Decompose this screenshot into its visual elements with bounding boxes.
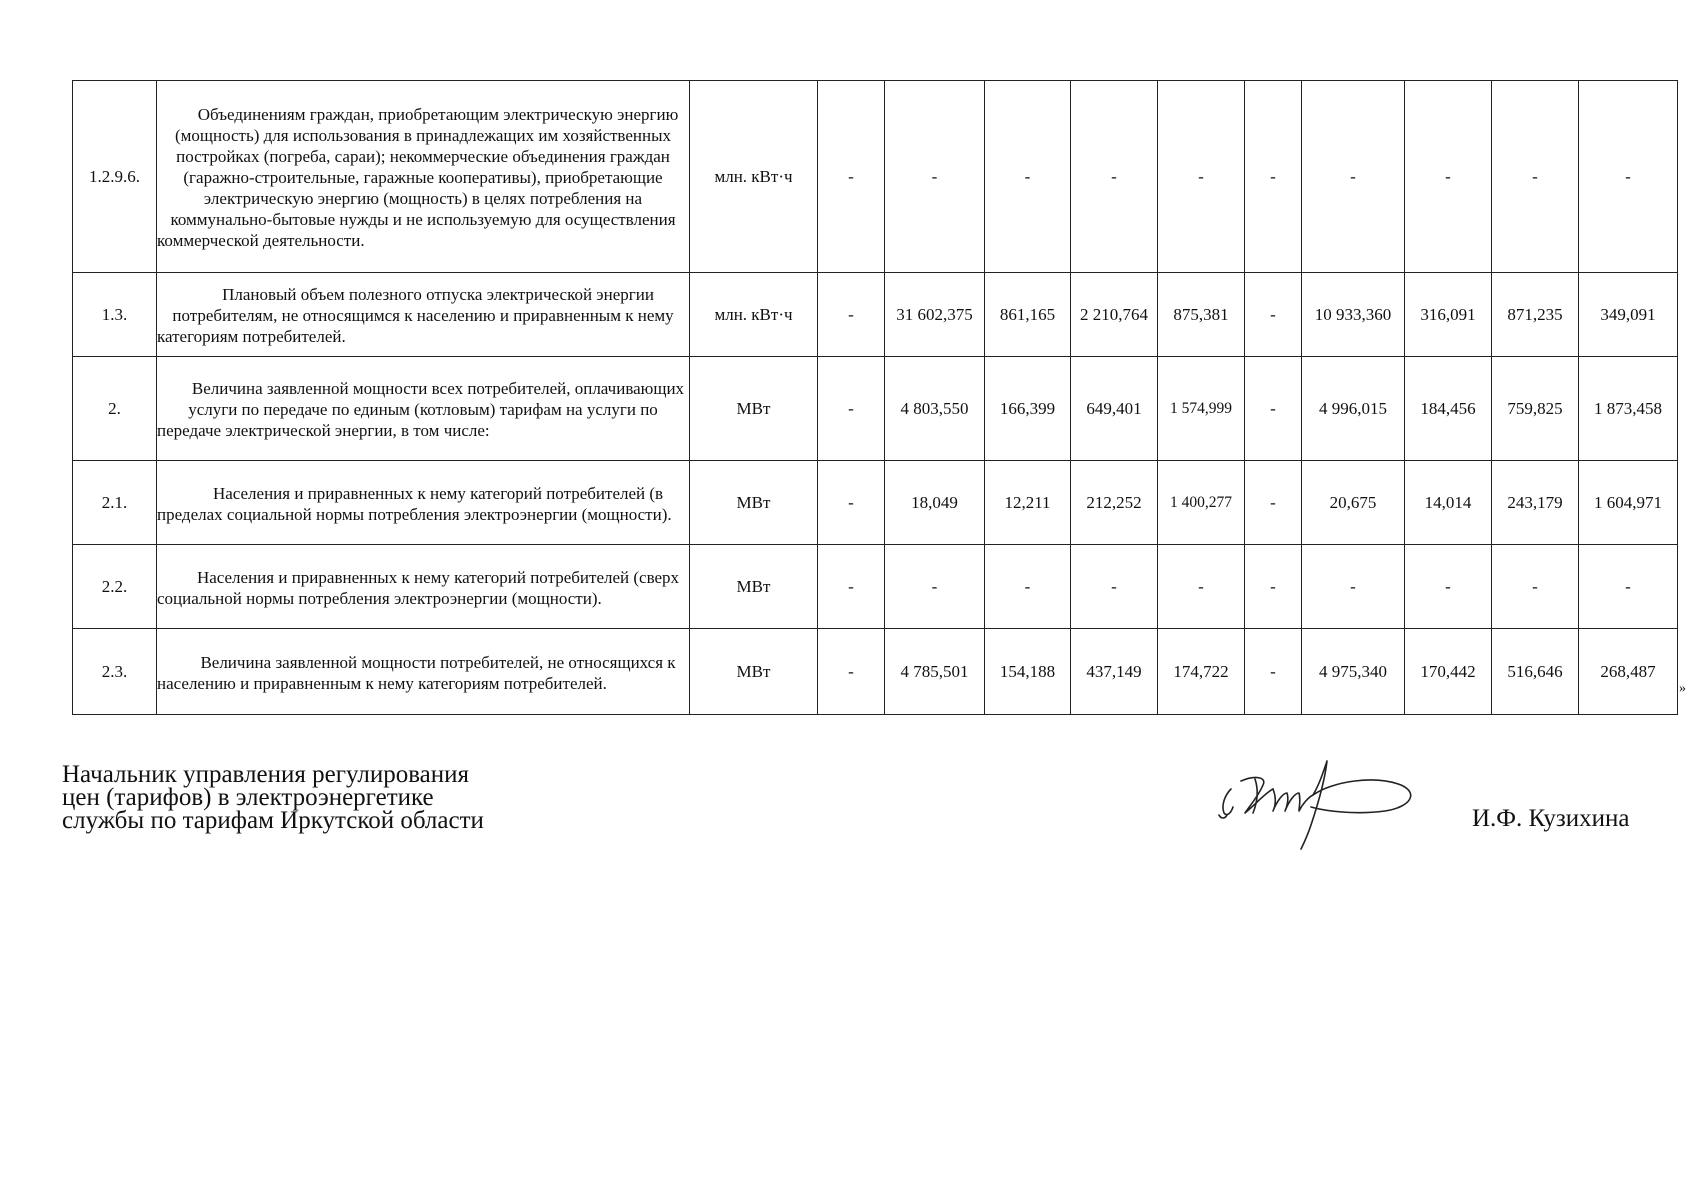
- position-line-1: Начальник управления регулирования: [62, 761, 470, 788]
- row-value-cell: -: [985, 81, 1071, 273]
- row-description-text: Величина заявленной мощности всех потребителей, оплачивающих услуги по передаче по единым (котловым) тарифам на услуги по передаче электрической энергии, в том числе:: [157, 379, 685, 440]
- row-value-cell: -: [818, 545, 885, 629]
- row-unit: МВт: [690, 461, 818, 545]
- tariff-table: [72, 80, 1678, 715]
- row-value-cell: -: [1245, 545, 1302, 629]
- row-value-cell: -: [818, 357, 885, 461]
- row-value-cell: -: [1245, 461, 1302, 545]
- row-value-cell: 20,675: [1302, 461, 1405, 545]
- row-value-cell: 174,722: [1158, 629, 1245, 715]
- position-line-3: службы по тарифам Иркутской области: [62, 807, 484, 834]
- official-position: [62, 763, 484, 832]
- row-description: [157, 629, 690, 715]
- row-description: [157, 81, 690, 273]
- closing-quote-mark: »: [1679, 681, 1686, 696]
- table-row: [73, 545, 1678, 629]
- row-value-cell: 212,252: [1071, 461, 1158, 545]
- row-description-text: Населения и приравненных к нему категорий потребителей (сверх социальной нормы потребления электроэнергии (мощности).: [157, 567, 680, 608]
- table-body: [73, 81, 1678, 715]
- row-unit: МВт: [690, 357, 818, 461]
- row-value-cell: -: [885, 81, 985, 273]
- row-value-cell: 18,049: [885, 461, 985, 545]
- row-value-cell: 4 975,340: [1302, 629, 1405, 715]
- handwritten-signature: [1215, 755, 1415, 851]
- row-value-cell: -: [818, 273, 885, 357]
- row-description: [157, 357, 690, 461]
- row-value-cell: -: [985, 545, 1071, 629]
- row-value-cell: -: [1405, 81, 1492, 273]
- row-description: [157, 545, 690, 629]
- row-unit: млн. кВт·ч: [690, 273, 818, 357]
- row-value-cell: -: [1579, 545, 1678, 629]
- position-line-2: цен (тарифов) в электроэнергетике: [62, 784, 434, 811]
- row-value-cell: -: [1302, 545, 1405, 629]
- row-value-cell: 243,179: [1492, 461, 1579, 545]
- row-value-cell: 1 873,458: [1579, 357, 1678, 461]
- row-description: [157, 461, 690, 545]
- row-value-cell: 875,381: [1158, 273, 1245, 357]
- row-value-cell: 1 574,999: [1158, 357, 1245, 461]
- row-value-cell: -: [1245, 81, 1302, 273]
- row-value-cell: 316,091: [1405, 273, 1492, 357]
- row-value-cell: 871,235: [1492, 273, 1579, 357]
- row-code: 2.1.: [73, 461, 157, 545]
- row-value-cell: 268,487: [1579, 629, 1678, 715]
- row-value-cell: 154,188: [985, 629, 1071, 715]
- row-code: 2.3.: [73, 629, 157, 715]
- row-value-cell: -: [1405, 545, 1492, 629]
- row-value-cell: 10 933,360: [1302, 273, 1405, 357]
- signatory-name: И.Ф. Кузихина: [1472, 805, 1630, 832]
- row-value-cell: -: [1245, 629, 1302, 715]
- row-value-cell: -: [1158, 545, 1245, 629]
- row-value-cell: -: [1245, 273, 1302, 357]
- row-value-cell: 4 803,550: [885, 357, 985, 461]
- row-value-cell: -: [818, 629, 885, 715]
- row-value-cell: 166,399: [985, 357, 1071, 461]
- table-row: [73, 461, 1678, 545]
- row-value-cell: 31 602,375: [885, 273, 985, 357]
- row-value-cell: -: [818, 81, 885, 273]
- row-code: 1.3.: [73, 273, 157, 357]
- table-row: [73, 357, 1678, 461]
- row-value-cell: 861,165: [985, 273, 1071, 357]
- row-value-cell: -: [1492, 545, 1579, 629]
- row-description-text: Объединениям граждан, приобретающим электрическую энергию (мощность) для использования в принадлежащих им хозяйственных постройках (погреба, сараи); некоммерческие объединения граждан (гаражно-строительные, гаражные кооперативы), приобретающие электрическую энергию (мощность) в целях потребления на коммунально-бытовые нужды и не используемую для осуществления коммерческой деятельности.: [157, 105, 679, 250]
- row-code: 2.2.: [73, 545, 157, 629]
- row-code: 2.: [73, 357, 157, 461]
- row-value-cell: -: [1579, 81, 1678, 273]
- row-value-cell: 4 996,015: [1302, 357, 1405, 461]
- row-value-cell: -: [1071, 545, 1158, 629]
- row-value-cell: 759,825: [1492, 357, 1579, 461]
- row-value-cell: -: [818, 461, 885, 545]
- row-description-text: Величина заявленной мощности потребителей, не относящихся к населению и приравненным к нему категориям потребителей.: [157, 652, 676, 693]
- row-value-cell: -: [1158, 81, 1245, 273]
- table-row: [73, 81, 1678, 273]
- row-value-cell: 1 604,971: [1579, 461, 1678, 545]
- row-value-cell: 437,149: [1071, 629, 1158, 715]
- row-description-text: Плановый объем полезного отпуска электрической энергии потребителям, не относящимся к населению и приравненным к нему категориям потребителей.: [157, 285, 674, 346]
- row-value-cell: -: [1071, 81, 1158, 273]
- table-row: [73, 629, 1678, 715]
- row-value-cell: 14,014: [1405, 461, 1492, 545]
- row-value-cell: 649,401: [1071, 357, 1158, 461]
- row-value-cell: -: [1492, 81, 1579, 273]
- row-value-cell: -: [885, 545, 985, 629]
- row-description-text: Населения и приравненных к нему категорий потребителей (в пределах социальной нормы потребления электроэнергии (мощности).: [157, 483, 672, 524]
- row-value-cell: 4 785,501: [885, 629, 985, 715]
- row-value-cell: 349,091: [1579, 273, 1678, 357]
- row-description: [157, 273, 690, 357]
- row-value-cell: 12,211: [985, 461, 1071, 545]
- row-value-cell: 516,646: [1492, 629, 1579, 715]
- row-code: 1.2.9.6.: [73, 81, 157, 273]
- row-value-cell: -: [1302, 81, 1405, 273]
- row-unit: млн. кВт·ч: [690, 81, 818, 273]
- row-value-cell: 2 210,764: [1071, 273, 1158, 357]
- row-value-cell: -: [1245, 357, 1302, 461]
- table-row: [73, 273, 1678, 357]
- row-value-cell: 170,442: [1405, 629, 1492, 715]
- row-value-cell: 184,456: [1405, 357, 1492, 461]
- row-unit: МВт: [690, 629, 818, 715]
- row-unit: МВт: [690, 545, 818, 629]
- row-value-cell: 1 400,277: [1158, 461, 1245, 545]
